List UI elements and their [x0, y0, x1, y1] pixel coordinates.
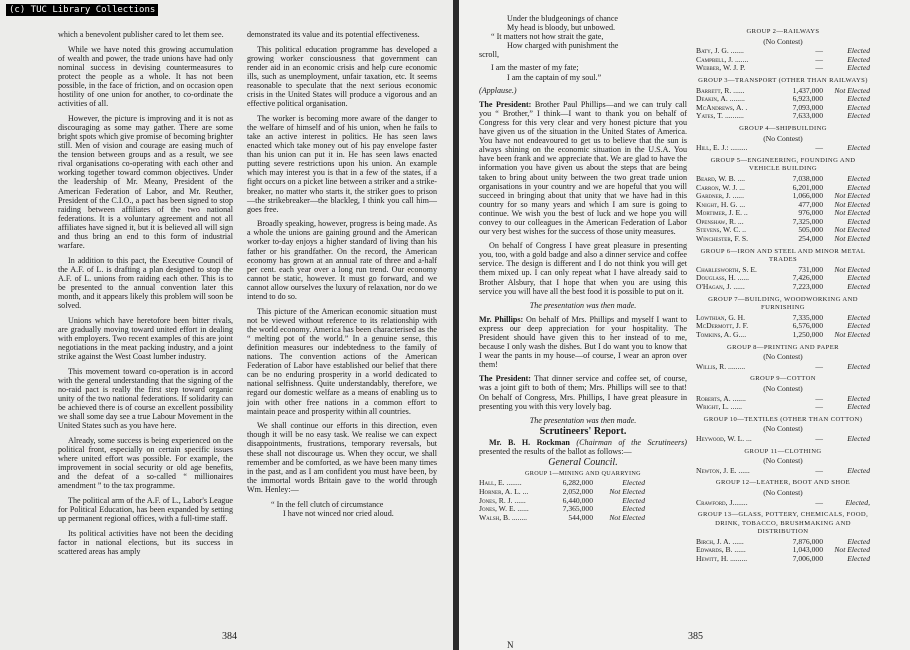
result-status: Not Elected: [834, 85, 870, 95]
paragraph: On behalf of Congress I have great pleasure in presenting you, too, with a gold badge and also a dinner service and coffee service. The design is different and I do not think you will get them mixed up. I can only repeat what I have already said to Brother Alsbury, that I hope that when you are using this service you will have all the best food it is possible to put on it.: [479, 241, 687, 296]
group-subheading: (No Contest): [763, 456, 803, 466]
vote-count: 976,000: [798, 208, 823, 218]
speaker-label: The President:: [479, 374, 531, 384]
result-status: Not Elected: [834, 199, 870, 209]
candidate-name: Wright, L. ......: [696, 403, 743, 412]
right-column-1: [479, 14, 687, 522]
president-speech-2: [479, 374, 687, 410]
vote-count: 7,426,000: [792, 273, 823, 283]
vote-count: —: [815, 402, 823, 412]
vote-count: —: [815, 143, 823, 153]
vote-count: —: [815, 46, 823, 56]
paragraph: Already, some success is being experienced on the political front, especially on certain specific issues where united effort was possible. For example, the improvement in social security or old age benefits, and the defeat of a so-called “ millionaires amendment ” to the tax programme.: [58, 435, 233, 491]
vote-count: —: [815, 497, 823, 507]
section-heading: Scrutineers' Report.: [539, 425, 627, 437]
ballot-row: [696, 112, 870, 121]
candidate-name: Campbell, J. .......: [696, 55, 749, 64]
vote-count: 1,250,000: [792, 330, 823, 339]
candidate-name: Heywood, W. L. ...: [696, 434, 752, 443]
ballot-row: [696, 403, 870, 412]
speech-text: Brother Paul Phillips—and we can truly call you “ Brother,” I think—I want to thank you on behalf of Congress for this very clear and very honest picture that you have given us of the situation in the United States of America. You have not endeavoured to get us to believe that the sun is always shining on the economic situation in the U.S.A. You have been frank and we appreciate that. We are glad to have the information you have given us about the steps that are being taken to bring about unity between the two great trade union organisations in your country and we are hopeful that you will succeed in bringing about that unity that we have had in this country for so many years and which I am sure is going to continue. We wish you the best of luck and we hope you will convey to our colleagues in the American Federation of Labor our very best wishes for the success of those unity measures.: [479, 99, 687, 237]
speaker-label: Mr. B. H. Rockman: [489, 437, 570, 447]
result-status: Not Elected: [834, 330, 870, 339]
candidate-name: Deakin, A. ........: [696, 95, 745, 104]
paragraph: The worker is becoming more aware of the danger to the welfare of himself and of his union, when he fails to take an active interest in politics. He has seen laws enacted which take money out of his pay envelope faster than his union can put it in. He has seen laws enacted putting severe restrictions upon his union. An example which may interest you is that in a few of the states, if a fight occurs on a picket line between a striker and a strike-breaker, no matter who starts it, the striker goes to prison—the strikebreaker—the blackleg, I think you call him—goes free.: [247, 113, 437, 214]
candidate-name: Beard, W. B. ....: [696, 174, 746, 183]
poem-line: “ In the fell clutch of circumstance: [271, 499, 384, 509]
group-heading: GROUP 4—SHIPBUILDING: [739, 124, 827, 132]
ballot-row: [696, 87, 870, 96]
speech-text: On behalf of Mrs. Phillips and myself I want to express our deep appreciation for your hospitality. The President should have given this to her instead of to me, because I only wash the dishes. But I do want you to know that I wear the pants in my house—of course, I wear an apron over them!: [479, 314, 687, 370]
vote-count: 1,043,000: [792, 545, 823, 555]
vote-count: —: [815, 393, 823, 403]
right-column-2: [696, 24, 870, 564]
page-number-right: 385: [688, 631, 703, 642]
rockman-intro: [479, 438, 687, 456]
group-heading: GROUP 5—ENGINEERING, FOUNDING AND VEHICLE BUILDING: [710, 156, 856, 173]
candidate-name: Baty, J. G. .......: [696, 47, 744, 56]
phillips-speech: [479, 315, 687, 370]
paragraph: We shall continue our efforts in this direction, even though it will be no easy task. We realise we can expect disappointments, frustrations, temporary reversals, but these shall not discourage us. When they occur, we shall remember and be comforted, as we have been many times in the past, and as I am confident you must have been, by the immortal words Britain gave to the world through Wm. Henley:—: [247, 421, 437, 494]
candidate-name: Lowthian, G. H.: [696, 313, 745, 322]
result-status: Elected: [847, 554, 870, 564]
ballot-row: [696, 64, 870, 73]
group-heading: GROUP 3—TRANSPORT (OTHER THAN RAILWAYS): [698, 76, 868, 84]
result-status: Not Elected: [834, 225, 870, 235]
vote-count: 7,223,000: [792, 282, 823, 292]
result-status: Elected: [847, 465, 870, 475]
result-status: Elected: [622, 504, 645, 514]
stage-direction: The presentation was then made.: [529, 300, 637, 310]
speaker-label: The President:: [479, 99, 532, 109]
candidate-name: Newton, J. E. ......: [696, 466, 750, 475]
result-status: Not Elected: [834, 545, 870, 555]
group-heading: GROUP 13—GLASS, POTTERY, CHEMICALS, FOOD, DRINK, TOBACCO, BRUSHMAKING AND DISTRIBUTION: [697, 511, 869, 536]
result-status: Elected: [847, 393, 870, 403]
group-subheading: (No Contest): [763, 352, 803, 362]
candidate-name: Birch, J. A. ......: [696, 537, 744, 546]
vote-count: 505,000: [798, 225, 823, 235]
candidate-name: Winchester, F. S.: [696, 235, 748, 244]
candidate-name: Crawford, J........: [696, 498, 748, 507]
ballot-row: [696, 546, 870, 555]
vote-count: 2,052,000: [562, 486, 593, 496]
left-page: [0, 0, 453, 650]
ballot-row: [696, 331, 870, 340]
candidate-name: McDermott, J. F.: [696, 322, 749, 331]
result-status: Elected: [847, 182, 870, 192]
ballot-row: [696, 499, 870, 508]
vote-count: 7,335,000: [792, 312, 823, 322]
vote-count: 731,000: [798, 264, 823, 274]
candidate-name: Hewitt, H. .........: [696, 555, 748, 564]
ballot-row: [696, 266, 870, 275]
poem-line: Under the bludgeonings of chance: [507, 14, 619, 23]
vote-count: —: [815, 54, 823, 64]
ballot-row: [696, 467, 870, 476]
vote-count: —: [815, 433, 823, 443]
speech-text: That dinner service and coffee set, of course, was a joint gift to both of them; Mrs. Phillips will see to that! On behalf of Congress, Mrs. Phillips, I have great pleasure in presenting you with this very lovely bag.: [479, 374, 688, 411]
candidate-name: McAndrews, A. .: [696, 103, 748, 112]
footer-mark: N: [507, 640, 514, 650]
group-subheading: (No Contest): [763, 133, 803, 143]
paragraph: This movement toward co-operation is in accord with the general understanding that the signing of the no-raid pact is really the first step toward organic unity of the two national federations. If solidarity can be achieved there is of course an excellent possibility we shall some day see a true Labour Movement in the United States such as you have here.: [58, 366, 233, 431]
candidate-name: Yates, T. ..........: [696, 112, 744, 121]
poem-line: scroll,: [479, 50, 500, 60]
candidate-name: Carron, W. J. ...: [696, 183, 745, 192]
vote-count: 1,437,000: [792, 85, 823, 95]
result-status: Elected: [847, 361, 870, 371]
result-status: Elected: [847, 94, 870, 104]
watermark: (c) TUC Library Collections: [6, 4, 158, 16]
vote-count: 7,876,000: [792, 536, 823, 546]
vote-count: 7,006,000: [792, 554, 823, 564]
group-subheading: (No Contest): [763, 36, 803, 46]
group-subheading: (No Contest): [763, 487, 803, 497]
ballot-row: [696, 555, 870, 564]
candidate-name: Stevens, W. C. ..: [696, 226, 746, 235]
result-status: Elected: [847, 63, 870, 73]
vote-count: —: [815, 465, 823, 475]
group-subheading: (No Contest): [763, 424, 803, 434]
vote-count: 7,365,000: [562, 504, 593, 514]
right-page: [459, 0, 910, 650]
group-heading: GROUP 9—COTTON: [750, 375, 816, 383]
left-column-1: [58, 30, 233, 561]
speaker-role: (Chairman of the Scrutineers): [576, 437, 688, 447]
group-heading: GROUP 7—BUILDING, WOODWORKING AND FURNISHING: [708, 295, 858, 312]
result-status: Not Elected: [609, 512, 645, 522]
vote-count: 6,201,000: [792, 182, 823, 192]
vote-count: —: [815, 361, 823, 371]
paragraph: Unions which have heretofore been bitter rivals, are gradually moving toward united effort in dealing with employers. Two recent examples of this are joint negotiations in the meat packing industry, and a joint strike against the West Coast lumber industry.: [58, 315, 233, 362]
candidate-name: O'Hagan, J. ......: [696, 283, 745, 292]
result-status: Elected: [847, 273, 870, 283]
group-subheading: (No Contest): [763, 383, 803, 393]
result-status: Not Elected: [834, 264, 870, 274]
vote-count: —: [815, 63, 823, 73]
poem-line: “ It matters not how strait the gate,: [491, 32, 604, 42]
ballot-row: [696, 95, 870, 104]
candidate-name: Douglass, H. ......: [696, 274, 750, 283]
speaker-label: Mr. Phillips:: [479, 314, 524, 324]
ballot-row: [696, 395, 870, 404]
page-number-left: 384: [222, 631, 237, 642]
poem-line: My head is bloody, but unbowed.: [507, 23, 616, 33]
poem-line: I am the master of my fate;: [491, 63, 579, 73]
subsection-heading: General Council.: [548, 457, 618, 469]
group-heading: GROUP 11—CLOTHING: [744, 447, 822, 455]
ballot-row: [696, 235, 870, 244]
candidate-name: Gardner, J. ......: [696, 192, 744, 201]
result-status: Elected: [847, 111, 870, 121]
result-status: Not Elected: [834, 234, 870, 244]
speech-text: presented the results of the ballot as follows:—: [479, 447, 632, 457]
result-status: Not Elected: [834, 208, 870, 218]
result-status: Elected: [847, 536, 870, 546]
group-heading: GROUP 2—RAILWAYS: [746, 28, 820, 35]
group-heading: GROUP 1—MINING AND QUARRYING: [525, 470, 641, 478]
poem-line: How charged with punishment the: [507, 41, 619, 51]
result-status: Elected: [847, 282, 870, 292]
result-status: Elected: [847, 54, 870, 64]
ballot-row: [696, 144, 870, 153]
vote-count: 254,000: [798, 234, 823, 244]
ballot-row: [696, 104, 870, 113]
result-status: Elected: [847, 173, 870, 183]
paragraph: Its political activities have not been the deciding factor in national elections, but its success in scattered areas has amply: [58, 528, 233, 556]
ballot-row: [696, 314, 870, 323]
paragraph: While we have noted this growing accumulation of wealth and power, the trade unions have had only nominal success in devising countermeasures to protect the people as a whole. It has not been possible, in the face of friction, and on occasion open hostility of one union for another, to co-ordinate the activities of all.: [58, 44, 233, 109]
result-status: Elected: [847, 143, 870, 153]
paragraph: In addition to this pact, the Executive Council of the A.F. of L. is drafting a plan designed to stop the A.F. of L. unions from raiding each other. This is to be presented to the annual convention later this month, and it appears likely this problem will soon be solved.: [58, 255, 233, 311]
ballot-row: [696, 209, 870, 218]
vote-count: 7,633,000: [792, 111, 823, 121]
vote-count: 6,923,000: [792, 94, 823, 104]
ballot-row: [696, 47, 870, 56]
result-status: Elected: [847, 321, 870, 331]
group-heading: GROUP 12—LEATHER, BOOT AND SHOE: [715, 479, 851, 487]
vote-count: 544,000: [568, 512, 593, 522]
candidate-name: Barrett, R. ......: [696, 86, 745, 95]
ballot-row: [696, 283, 870, 292]
result-status: Elected: [847, 46, 870, 56]
ballot-row: [696, 435, 870, 444]
applause: (Applause.): [479, 85, 517, 95]
candidate-name: Edwards, B. ......: [696, 546, 746, 555]
ballot-row: [696, 363, 870, 372]
paragraph: demonstrated its value and its potential effectiveness.: [247, 30, 420, 39]
vote-count: 7,038,000: [792, 173, 823, 183]
candidate-name: Hall, E. ........: [479, 478, 522, 488]
result-status: Elected: [847, 102, 870, 112]
poem-line: I am the captain of my soul.”: [507, 72, 602, 82]
left-column-2: [247, 30, 437, 523]
candidate-name: Horner, A. L. ...: [479, 486, 529, 496]
ballot-row: [696, 274, 870, 283]
ballot-row: [696, 175, 870, 184]
paragraph: However, the picture is improving and it is not as discouraging as some may gather. There are some bright spots which give promise of becoming brighter still. Men of vision and courage are easing much of the tension between groups and as a result, we see rival organisations co-operating with each other and working together toward common objectives. Under the leadership of Mr. Meany, President of the American Federation of Labor, and Mr. Reuther, President of the C.I.O., a pact has been signed to stop raiding between affiliates of the two national federations. It is a voluntary agreement and not all affiliates have signed it, but it is believed all will sign and thus bring an end to this form of industrial warfare.: [58, 113, 233, 251]
result-status: Elected,: [845, 497, 870, 507]
vote-count: 1,066,000: [792, 191, 823, 201]
candidate-name: Roberts, A. .......: [696, 394, 746, 403]
vote-count: 7,325,000: [792, 216, 823, 226]
vote-count: 6,282,000: [562, 478, 593, 488]
vote-count: 477,000: [798, 199, 823, 209]
candidate-name: Mortimer, J. E. ..: [696, 209, 748, 218]
result-status: Elected: [622, 495, 645, 505]
vote-count: 6,576,000: [792, 321, 823, 331]
candidate-name: Walsh, B. ........: [479, 512, 528, 522]
paragraph: This picture of the American economic situation must not be viewed without reference to its relationship with the world economy. America has been characterised as the “ melting pot of the world.” In a genuine sense, this definition measures our indebtedness to the family of nations. The convention actions of the American Federation of Labor have established our belief that there can be no enduring prosperity in a world dedicated to national selfishness. Quite understandably, therefore, we regard our domestic welfare as a means of enabling us to join with other free nations in a common effort to maintain peace and prosperity within all countries.: [247, 306, 437, 416]
poem: [479, 14, 687, 82]
ballot-row: [479, 514, 687, 523]
vote-count: 7,093,000: [792, 102, 823, 112]
stage-direction: The presentation was then made.: [529, 415, 637, 425]
result-status: Elected: [847, 433, 870, 443]
group-heading: GROUP 8—PRINTING AND PAPER: [727, 343, 839, 351]
paragraph: Broadly speaking, however, progress is being made. As a whole the unions are gaining ground and the American worker to-day enjoys a higher standard of living than his father or his grandfather. On the record, the American economy has grown at an annual rate of three and a-half per cent. each year over a long run trend. Our economy cannot be static, however. It must go forward, and we cannot allow ourselves the luxury of relaxation, nor do we intend to do so.: [247, 219, 437, 302]
paragraph: The political arm of the A.F. of L., Labor's League for Political Education, has been expanded by setting up permanent regional offices, with a full-time staff.: [58, 495, 233, 524]
candidate-name: Willis, R. .........: [696, 362, 746, 371]
result-status: Elected: [847, 216, 870, 226]
paragraph: This political education programme has developed a growing worker consciousness that government can render aid in an economic crisis and help cure economic ills, such as unemployment, unfair taxation, etc. It seems reasonable to speculate that the next serious economic crisis in the United States will produce a vigorous and an effective political organisation.: [247, 44, 437, 109]
candidate-name: Webber, W. J. P.: [696, 64, 746, 73]
candidate-name: Jones, R. J. ......: [479, 495, 526, 505]
ballot-row: [696, 56, 870, 65]
candidate-name: Jones, W. E. ......: [479, 504, 529, 514]
result-status: Not Elected: [834, 191, 870, 201]
result-status: Elected: [622, 478, 645, 488]
candidate-name: Charlesworth, S. E.: [696, 265, 757, 274]
group-heading: GROUP 6—IRON AND STEEL AND MINOR METAL TRADES: [700, 247, 866, 264]
result-status: Elected: [847, 402, 870, 412]
candidate-name: Hill, E. J.: .........: [696, 144, 748, 153]
poem-line: I have not winced nor cried aloud.: [283, 508, 394, 518]
candidate-name: Tomkins, A. G....: [696, 331, 747, 339]
paragraph: which a benevolent publisher cared to let them see.: [58, 30, 224, 39]
president-speech: [479, 100, 687, 236]
candidate-name: Openshaw, R. ...: [696, 217, 744, 226]
group-1-table: [479, 479, 687, 522]
candidate-name: Knight, H. G. ...: [696, 200, 746, 209]
vote-count: 6,440,000: [562, 495, 593, 505]
result-status: Not Elected: [609, 486, 645, 496]
result-status: Elected: [847, 312, 870, 322]
group-heading: GROUP 10—TEXTILES (OTHER THAN COTTON): [703, 415, 863, 423]
